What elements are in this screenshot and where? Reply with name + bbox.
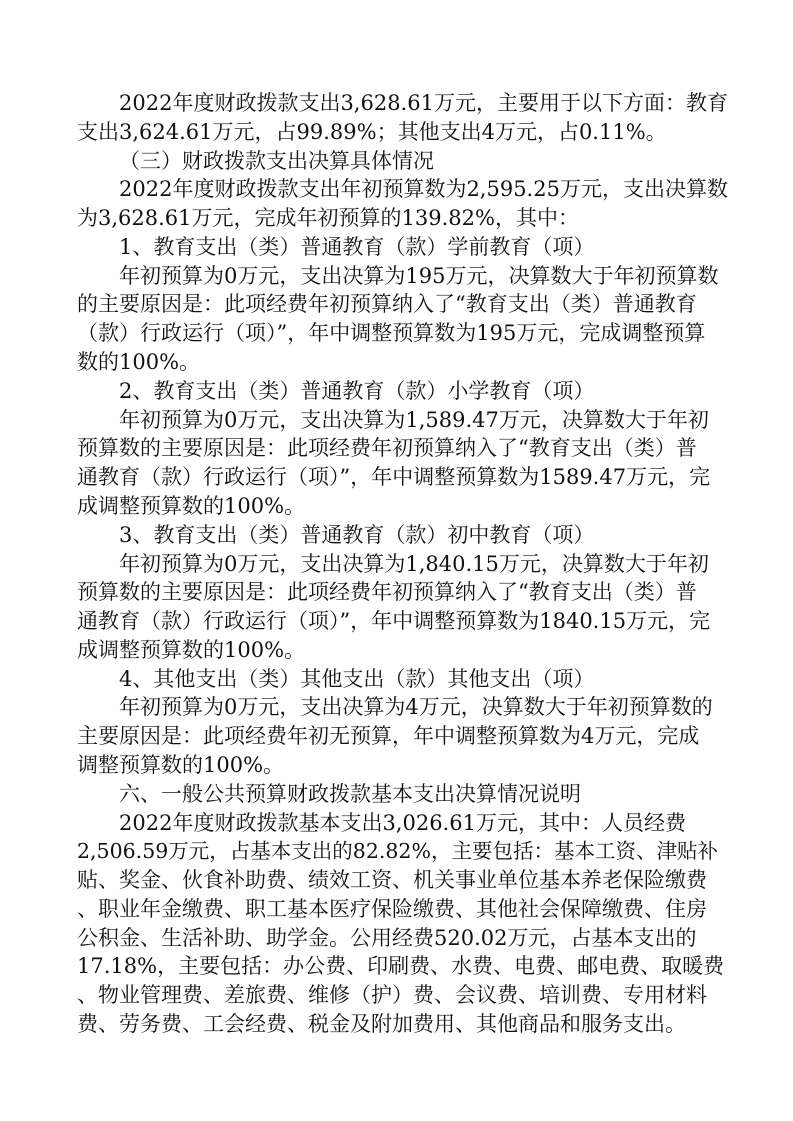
paragraph-line: 2,506.59万元，占基本支出的82.82%，主要包括：基本工资、津贴补 xyxy=(77,839,718,863)
paragraph-line: 17.18%，主要包括：办公费、印刷费、水费、电费、邮电费、取暖费 xyxy=(77,954,725,978)
paragraph-line: 贴、奖金、伙食补助费、绩效工资、机关事业单位基本养老保险缴费 xyxy=(77,868,707,892)
item-heading: 2、教育支出（类）普通教育（款）小学教育（项） xyxy=(119,379,595,403)
paragraph-line: 年初预算为0万元，支出决算为1,589.47万元，决算数大于年初 xyxy=(119,408,709,432)
section-heading: 六、一般公共预算财政拨款基本支出决算情况说明 xyxy=(119,782,581,806)
paragraph-line: 通教育（款）行政运行（项）”，年中调整预算数为1840.15万元，完 xyxy=(77,609,711,633)
paragraph-line: 成调整预算数的100%。 xyxy=(77,494,306,518)
item-heading: 4、其他支出（类）其他支出（款）其他支出（项） xyxy=(119,667,595,691)
item-heading: 1、教育支出（类）普通教育（款）学前教育（项） xyxy=(119,235,595,259)
paragraph-line: 为3,628.61万元，完成年初预算的139.82%，其中： xyxy=(77,206,579,230)
paragraph-line: 年初预算为0万元，支出决算为4万元，决算数大于年初预算数的 xyxy=(119,695,713,719)
paragraph-line: 年初预算为0万元，支出决算为195万元，决算数大于年初预算数 xyxy=(119,264,719,288)
section-heading: （三）财政拨款支出决算具体情况 xyxy=(119,149,434,173)
paragraph-line: 2022年度财政拨款基本支出3,026.61万元，其中：人员经费 xyxy=(119,811,686,835)
paragraph-line: 成调整预算数的100%。 xyxy=(77,638,306,662)
paragraph-line: 数的100%。 xyxy=(77,350,201,374)
paragraph-line: （款）行政运行（项）”，年中调整预算数为195万元，完成调整预算 xyxy=(77,321,706,345)
paragraph-line: 、职业年金缴费、职工基本医疗保险缴费、其他社会保障缴费、住房 xyxy=(77,897,707,921)
paragraph-line: 费、劳务费、工会经费、税金及附加费用、其他商品和服务支出。 xyxy=(77,1012,686,1036)
paragraph-line: 、物业管理费、差旅费、维修（护）费、会议费、培训费、专用材料 xyxy=(77,983,707,1007)
paragraph-line: 主要原因是：此项经费年初无预算，年中调整预算数为4万元，完成 xyxy=(77,724,700,748)
paragraph-line: 2022年度财政拨款支出年初预算数为2,595.25万元，支出决算数 xyxy=(119,177,728,201)
paragraph-line: 年初预算为0万元，支出决算为1,840.15万元，决算数大于年初 xyxy=(119,552,709,576)
paragraph-line: 调整预算数的100%。 xyxy=(77,753,285,777)
paragraph-line: 预算数的主要原因是：此项经费年初预算纳入了“教育支出（类）普 xyxy=(77,580,697,604)
item-heading: 3、教育支出（类）普通教育（款）初中教育（项） xyxy=(119,523,595,547)
paragraph-line: 通教育（款）行政运行（项）”，年中调整预算数为1589.47万元，完 xyxy=(77,465,711,489)
paragraph-line: 公积金、生活补助、助学金。公用经费520.02万元，占基本支出的 xyxy=(77,926,697,950)
paragraph-line: 2022年度财政拨款支出3,628.61万元，主要用于以下方面：教育 xyxy=(119,91,728,115)
paragraph-line: 支出3,624.61万元，占99.89%；其他支出4万元，占0.11%。 xyxy=(77,120,667,144)
paragraph-line: 预算数的主要原因是：此项经费年初预算纳入了“教育支出（类）普 xyxy=(77,436,697,460)
paragraph-line: 的主要原因是：此项经费年初预算纳入了“教育支出（类）普通教育 xyxy=(77,292,697,316)
